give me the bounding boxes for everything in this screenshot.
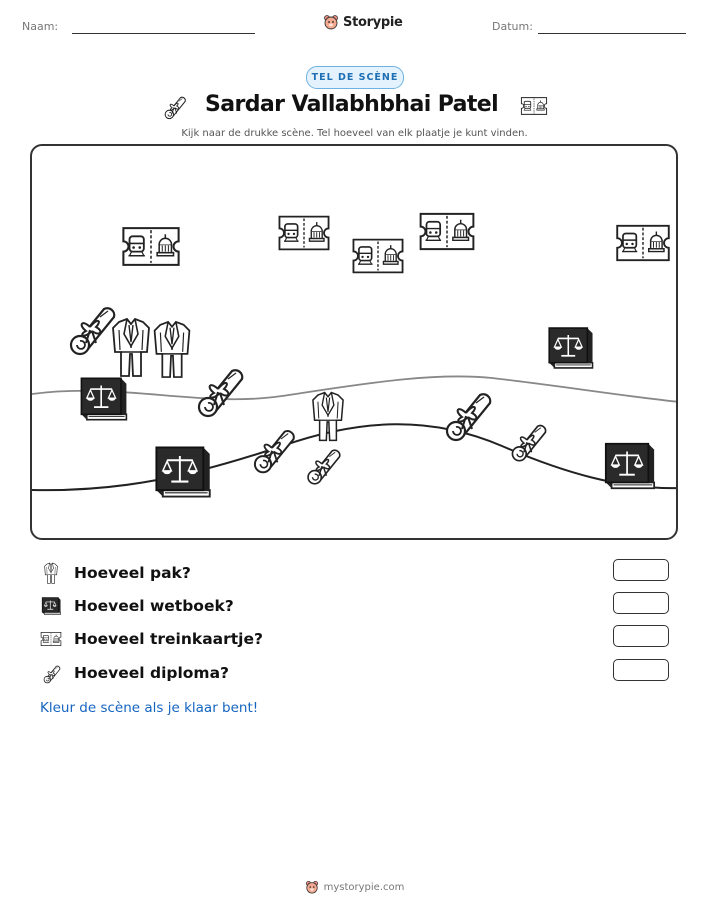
page-subtitle: Kijk naar de drukke scène. Tel hoeveel van elk plaatje je kunt vinden. <box>181 128 528 139</box>
lawbook-3 <box>549 328 592 368</box>
storypie-bear-icon <box>305 880 319 894</box>
suit-icon <box>40 562 62 584</box>
coloring-instruction: Kleur de scène als je klaar bent! <box>40 700 259 716</box>
footer-site: mystorypie.com <box>323 881 405 893</box>
date-line[interactable] <box>538 33 686 34</box>
suit-1 <box>113 319 149 376</box>
lawbook-2 <box>156 447 209 496</box>
answer-box-suit[interactable] <box>613 559 669 581</box>
train-ticket-icon <box>40 628 62 650</box>
ticket-1 <box>123 228 178 265</box>
diploma-2 <box>199 370 242 416</box>
hill-line-front <box>32 424 678 490</box>
date-label: Datum: <box>492 20 533 33</box>
diploma-4 <box>308 450 340 484</box>
answer-box-lawbook[interactable] <box>613 592 669 614</box>
train-ticket-icon <box>520 95 548 117</box>
hill-line-back <box>32 376 678 402</box>
answer-box-diploma[interactable] <box>613 659 669 681</box>
lawbook-1 <box>81 378 126 419</box>
brand-name: Storypie <box>343 14 403 30</box>
question-text: Hoeveel diploma? <box>74 664 230 682</box>
page-title: Sardar Vallabhbhai Patel <box>205 92 499 117</box>
diploma-6 <box>512 426 545 461</box>
brand-logo <box>323 14 403 30</box>
question-row-ticket <box>40 625 263 653</box>
suit-2 <box>155 322 190 377</box>
ticket-5 <box>617 226 669 260</box>
lawbook-4 <box>606 444 654 488</box>
name-label: Naam: <box>22 20 59 33</box>
activity-badge: TEL DE SCÈNE <box>306 66 404 89</box>
diploma-icon <box>160 92 188 120</box>
ticket-2 <box>279 217 328 250</box>
question-row-diploma <box>40 659 229 687</box>
question-text: Hoeveel wetboek? <box>74 597 234 615</box>
title-row <box>0 92 709 124</box>
ticket-3 <box>353 240 402 273</box>
scene-illustration <box>32 146 678 540</box>
diploma-1 <box>71 308 114 354</box>
question-text: Hoeveel treinkaartje? <box>74 630 263 648</box>
question-row-suit <box>40 559 191 587</box>
question-text: Hoeveel pak? <box>74 564 191 582</box>
question-row-lawbook <box>40 592 234 620</box>
diploma-3 <box>255 431 294 472</box>
counting-scene <box>30 144 678 540</box>
ticket-4 <box>421 214 474 249</box>
lawbook-icon <box>40 595 62 617</box>
diploma-icon <box>40 662 62 684</box>
footer <box>0 880 709 894</box>
name-line[interactable] <box>72 33 255 34</box>
storypie-bear-icon <box>323 14 339 30</box>
answer-box-ticket[interactable] <box>613 625 669 647</box>
